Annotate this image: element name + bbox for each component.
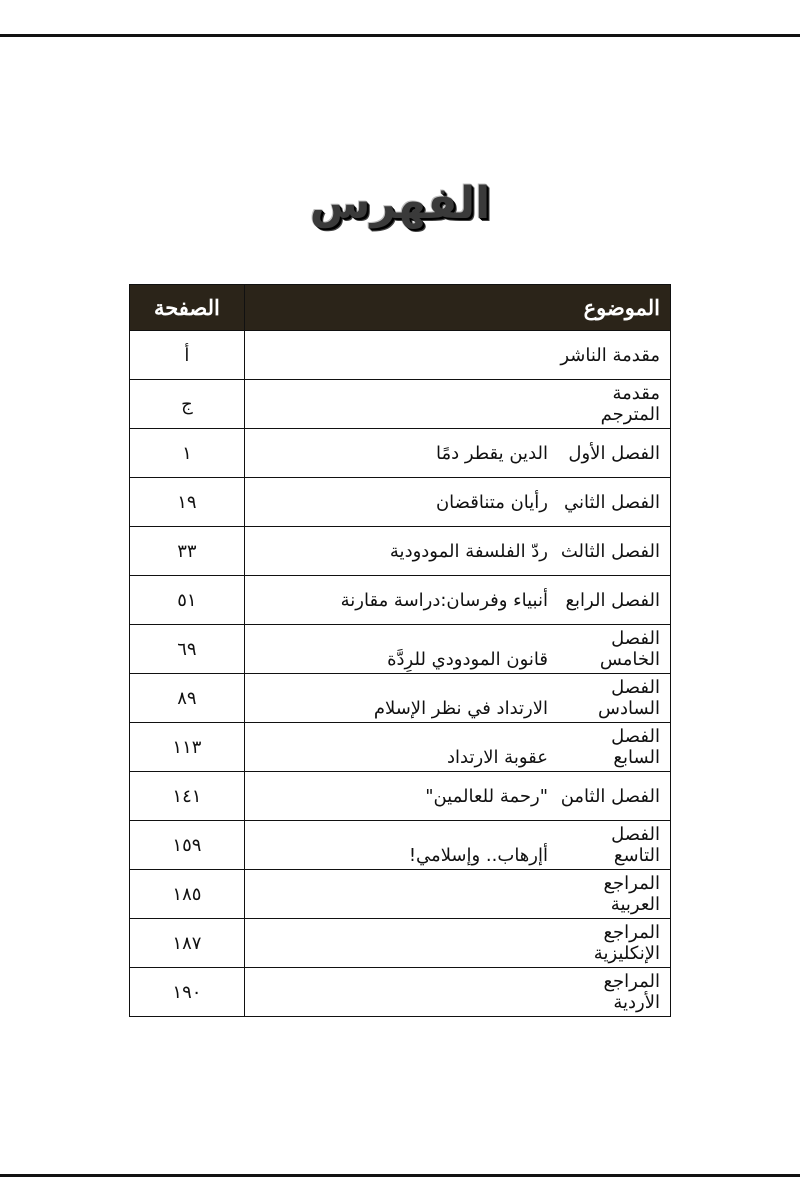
toc-row bbox=[130, 723, 671, 772]
toc-page: ٦٩ bbox=[130, 625, 245, 674]
toc-page: ١ bbox=[130, 429, 245, 478]
toc-page: ١٩ bbox=[130, 478, 245, 527]
toc-label: مقدمة المترجم bbox=[600, 383, 660, 425]
toc-page: ٥١ bbox=[130, 576, 245, 625]
toc-label: الفصل الرابع bbox=[565, 589, 660, 611]
toc-label: الفصل الخامس bbox=[599, 628, 660, 670]
toc-subtitle: "رحمة للعالمين" bbox=[425, 785, 548, 807]
toc-row bbox=[130, 821, 671, 870]
toc-subtitle: الارتداد في نظر الإسلام bbox=[373, 698, 548, 719]
toc-label: الفصل الثامن bbox=[560, 785, 660, 807]
bottom-rule bbox=[0, 1174, 800, 1177]
toc-topic-cell bbox=[244, 723, 670, 772]
toc-row bbox=[130, 772, 671, 821]
toc-label: الفصل الثاني bbox=[564, 491, 660, 513]
toc-topic-cell bbox=[244, 478, 670, 527]
toc-label: مقدمة الناشر bbox=[560, 344, 660, 366]
toc-subtitle: ردّ الفلسفة المودودية bbox=[389, 540, 548, 562]
top-rule bbox=[0, 34, 800, 37]
toc-label: الفصل الأول bbox=[568, 442, 660, 464]
toc-label: المراجع العربية bbox=[603, 873, 660, 915]
toc-subtitle: أنبياء وفرسان:دراسة مقارنة bbox=[340, 589, 548, 611]
toc-page: ٨٩ bbox=[130, 674, 245, 723]
toc-topic-cell bbox=[244, 380, 670, 429]
header-page: الصفحة bbox=[130, 285, 245, 331]
toc-topic-cell bbox=[244, 772, 670, 821]
toc-row bbox=[130, 576, 671, 625]
toc-label: المراجع الإنكليزية bbox=[593, 922, 660, 964]
page-title: الفهرس bbox=[309, 178, 491, 229]
toc-label: الفصل التاسع bbox=[611, 824, 660, 866]
toc-page: ١٩٠ bbox=[130, 968, 245, 1017]
toc-subtitle: أإرهاب.. وإسلامي! bbox=[408, 845, 548, 866]
toc-subtitle: قانون المودودي للرِدَّة bbox=[387, 649, 548, 670]
toc-row bbox=[130, 919, 671, 968]
toc-row bbox=[130, 968, 671, 1017]
toc-page: أ bbox=[130, 331, 245, 380]
toc-label: الفصل السابع bbox=[611, 726, 660, 768]
toc-subtitle: عقوبة الارتداد bbox=[447, 747, 548, 768]
toc-page: ١٤١ bbox=[130, 772, 245, 821]
toc-label: الفصل الثالث bbox=[560, 540, 660, 562]
toc-topic-cell bbox=[244, 674, 670, 723]
toc-subtitle: الدين يقطر دمًا bbox=[435, 442, 548, 464]
toc-page: ١١٣ bbox=[130, 723, 245, 772]
toc-topic-cell bbox=[244, 919, 670, 968]
toc-row bbox=[130, 478, 671, 527]
toc-topic-cell bbox=[244, 527, 670, 576]
toc-row bbox=[130, 674, 671, 723]
toc-topic-cell bbox=[244, 331, 670, 380]
toc-row bbox=[130, 380, 671, 429]
toc-table bbox=[129, 284, 671, 1017]
toc-page: ١٨٥ bbox=[130, 870, 245, 919]
toc-topic-cell bbox=[244, 870, 670, 919]
toc-topic-cell bbox=[244, 821, 670, 870]
toc-label: المراجع الأردية bbox=[603, 971, 660, 1013]
toc-topic-cell bbox=[244, 429, 670, 478]
toc-row bbox=[130, 429, 671, 478]
toc-row bbox=[130, 625, 671, 674]
toc-row bbox=[130, 527, 671, 576]
toc-topic-cell bbox=[244, 625, 670, 674]
toc-page: ج bbox=[130, 380, 245, 429]
toc-header-row bbox=[130, 285, 671, 331]
toc-row bbox=[130, 331, 671, 380]
toc-row bbox=[130, 870, 671, 919]
toc-page: ١٨٧ bbox=[130, 919, 245, 968]
toc-page: ٣٣ bbox=[130, 527, 245, 576]
toc-label: الفصل السادس bbox=[597, 677, 660, 719]
header-topic: الموضوع bbox=[244, 285, 670, 331]
toc-page: ١٥٩ bbox=[130, 821, 245, 870]
toc-subtitle: رأيان متناقضان bbox=[435, 491, 548, 513]
toc-topic-cell bbox=[244, 576, 670, 625]
toc-topic-cell bbox=[244, 968, 670, 1017]
